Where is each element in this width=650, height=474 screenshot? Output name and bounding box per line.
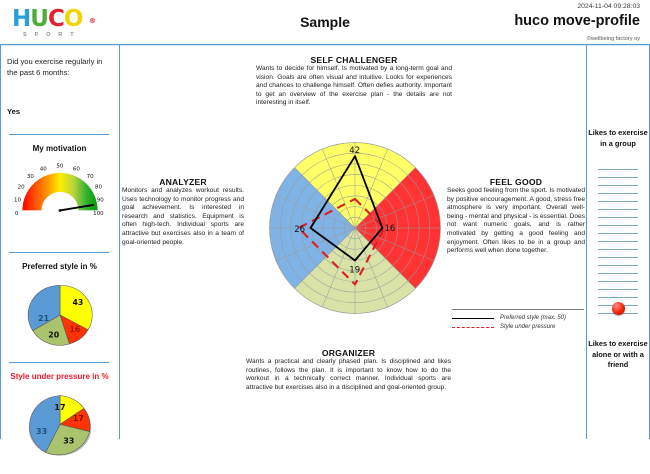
svg-text:40: 40 xyxy=(39,166,47,173)
logo-wordmark xyxy=(12,8,108,31)
move-profile-radar-chart xyxy=(260,133,450,323)
style-under-pressure-pie-svg xyxy=(12,386,108,466)
logo-letter-u: U xyxy=(30,6,48,32)
sidebar-divider-2 xyxy=(9,252,109,253)
radar-label-top: 42 xyxy=(349,145,361,156)
svg-text:17: 17 xyxy=(72,414,84,424)
motivation-gauge xyxy=(14,156,106,218)
svg-text:80: 80 xyxy=(94,184,102,191)
svg-text:20: 20 xyxy=(17,184,25,191)
section-analyzer xyxy=(122,177,244,247)
group-scale-bottom-label: Likes to exercise alone or with a friend xyxy=(588,339,648,369)
svg-text:90: 90 xyxy=(96,197,104,204)
legend-divider xyxy=(452,309,584,310)
self-challenger-body: Wants to decide for himself. Is motivated by a long-term goal and vision. Goals are often visual and intuitive. Looks for experiences and chances to challenge himself. Often defies authority. Important to get an overview of the exercise plan - the details are not interesting in itself. xyxy=(256,65,452,107)
gauge-svg xyxy=(14,156,106,218)
main-content xyxy=(120,45,586,439)
sidebar-divider-1 xyxy=(9,134,109,135)
group-scale-marker-dot xyxy=(612,302,625,315)
radar-svg xyxy=(260,133,450,323)
svg-text:33: 33 xyxy=(36,427,48,436)
preferred-style-pie xyxy=(12,276,108,354)
logo-letter-c: C xyxy=(47,6,64,32)
svg-text:30: 30 xyxy=(26,173,34,180)
svg-text:33: 33 xyxy=(63,436,75,446)
legend-pressure-label: Style under pressure xyxy=(500,324,556,330)
legend-preferred-label: Preferred style (max. 50) xyxy=(500,315,567,321)
organizer-title: ORGANIZER xyxy=(321,348,376,358)
preferred-style-title: Preferred style in % xyxy=(22,262,97,271)
group-preference-scale xyxy=(587,44,649,439)
svg-text:70: 70 xyxy=(86,173,94,180)
registered-trademark-icon: ® xyxy=(89,17,95,25)
huco-logo xyxy=(12,8,108,38)
svg-text:17: 17 xyxy=(54,403,66,412)
group-scale-top-label: Likes to exercise in a group xyxy=(588,128,648,148)
svg-text:10: 10 xyxy=(14,197,22,204)
legend-dashed-line-icon xyxy=(452,327,494,328)
report-title: huco move-profile xyxy=(514,13,640,29)
feel-good-body: Seeks good feeling from the sport. Is motivated by positive encouragement. A good, stress free atmosphere is very important. Overall well-being - mental and physical - is essential. Does not want numeric goals, and is rather motivated by getting a good feeling and enjoyment. Often likes to be in a group and performs well when done together. xyxy=(447,187,585,255)
analyzer-title: ANALYZER xyxy=(159,177,207,187)
sidebar xyxy=(0,44,119,446)
exercise-answer: Yes xyxy=(7,107,21,116)
legend-item-pressure xyxy=(452,324,584,330)
radar-label-right: 16 xyxy=(384,223,396,234)
section-self-challenger xyxy=(256,55,452,108)
group-scale-ladder xyxy=(598,169,638,329)
radar-label-left: 26 xyxy=(294,224,306,235)
sidebar-divider-3 xyxy=(9,362,109,363)
logo-letter-o: O xyxy=(63,6,83,32)
organizer-body: Wants a practical and clearly phased plan. Is disciplined and likes routines, follows the plan. It is important to know how to do the workout in a technically correct manner. Individual sports are attractive but exercises also in a disciplined and goal-oriented group. xyxy=(246,358,451,391)
radar-label-bottom: 19 xyxy=(349,265,361,276)
svg-text:100: 100 xyxy=(93,211,104,218)
legend-item-preferred xyxy=(452,315,584,321)
page-title: Sample xyxy=(300,14,350,30)
logo-letter-h: H xyxy=(12,6,31,32)
preferred-style-pie-svg xyxy=(12,276,108,354)
svg-text:20: 20 xyxy=(48,330,60,340)
self-challenger-title: SELF CHALLENGER xyxy=(310,55,398,65)
svg-text:21: 21 xyxy=(38,314,50,324)
exercise-question: Did you exercise regularly in the past 6 months: xyxy=(7,57,103,77)
style-under-pressure-title: Style under pressure in % xyxy=(10,372,109,381)
analyzer-body: Monitors and analyzes workout results. Uses technology to monitor progress and goal achievement. Is interested in research and statistics. Equipment is often high-tech. Individual sports are attractive but exercises also in a team of goal-oriented people. xyxy=(122,187,244,246)
style-under-pressure-pie xyxy=(12,386,108,474)
svg-text:43: 43 xyxy=(72,297,84,307)
logo-subtitle: S P O R T xyxy=(23,32,77,38)
motivation-title: My motivation xyxy=(32,144,87,153)
report-timestamp: 2024-11-04 09:28:03 xyxy=(577,3,640,10)
legend-solid-line-icon xyxy=(452,318,494,319)
section-organizer xyxy=(246,348,451,392)
svg-text:50: 50 xyxy=(56,163,64,170)
section-feel-good xyxy=(447,177,585,256)
svg-text:16: 16 xyxy=(69,325,81,335)
chart-legend xyxy=(452,315,584,333)
copyright-notice: ©wellbeing factory oy xyxy=(586,36,640,42)
svg-text:0: 0 xyxy=(14,211,19,218)
feel-good-title: FEEL GOOD xyxy=(489,177,543,187)
svg-text:60: 60 xyxy=(72,166,80,173)
